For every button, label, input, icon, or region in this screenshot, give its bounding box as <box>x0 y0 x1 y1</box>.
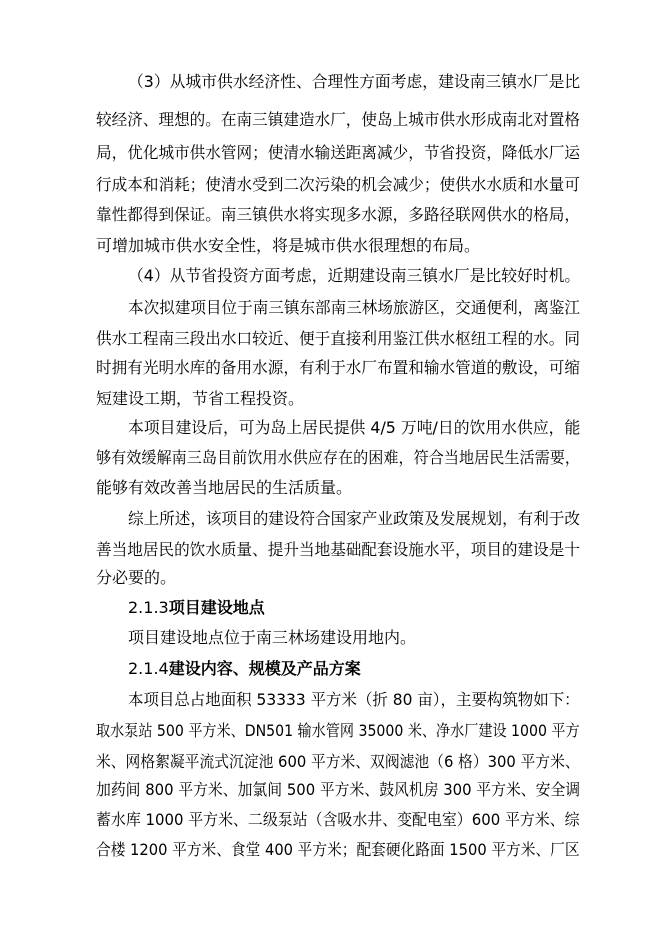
text-line: 短建设工期，节省工程投资。 <box>96 389 305 408</box>
section-heading-2-1-3 <box>128 598 265 618</box>
text-line: 局，优化城市供水管网；使清水输送距离减少，节省投资，降低水厂运 <box>96 143 581 162</box>
text-line: 蓄水库 1000 平方米、二级泵站（含吸水井、变配电室）600 平方米、综 <box>96 810 580 829</box>
text-line: 供水工程南三段出水口较近、便于直接利用鉴江供水枢纽工程的水。同 <box>96 329 581 348</box>
text-line: 米、网格絮凝平流式沉淀池 600 平方米、双阀滤池（6 格）300 平方米、 <box>96 752 580 771</box>
text-line: （3）从城市供水经济性、合理性方面考虑，建设南三镇水厂是比 <box>128 72 581 91</box>
text-line: 取水泵站 500 平方米、DN501 输水管网 35000 米、净水厂建设 1000 平方 <box>96 721 580 740</box>
text-line: 合楼 1200 平方米、食堂 400 平方米；配套硬化路面 1500 平方米、厂区 <box>96 840 580 859</box>
section-heading-2-1-4 <box>128 659 361 679</box>
section-number: 2.1.4 <box>128 659 169 678</box>
text-line: 加药间 800 平方米、加氯间 500 平方米、鼓风机房 300 平方米、安全调 <box>96 780 581 799</box>
text-line: 项目建设地点位于南三林场建设用地内。 <box>128 628 417 647</box>
section-title: 建设内容、规模及产品方案 <box>168 659 361 678</box>
text-line: 够有效缓解南三岛目前饮用水供应存在的困难，符合当地居民生活需要， <box>96 448 581 467</box>
text-line: （4）从节省投资方面考虑，近期建设南三镇水厂是比较好时机。 <box>128 266 581 285</box>
text-line: 本次拟建项目位于南三镇东部南三林场旅游区，交通便利，离鉴江 <box>128 298 581 317</box>
text-line: 本项目建设后，可为岛上居民提供 4/5 万吨/日的饮用水供应，能 <box>128 418 581 437</box>
text-line: 靠性都得到保证。南三镇供水将实现多水源，多路径联网供水的格局， <box>96 205 581 224</box>
section-title: 项目建设地点 <box>168 598 265 617</box>
section-number: 2.1.3 <box>128 598 169 617</box>
text-line: 综上所述，该项目的建设符合国家产业政策及发展规划，有利于改 <box>128 509 581 528</box>
text-line: 本项目总占地面积 53333 平方米（折 80 亩），主要构筑物如下： <box>128 690 580 709</box>
text-line: 能够有效改善当地居民的生活质量。 <box>96 478 353 497</box>
text-line: 较经济、理想的。在南三镇建造水厂，使岛上城市供水形成南北对置格 <box>96 110 581 129</box>
text-line: 可增加城市供水安全性，将是城市供水很理想的布局。 <box>96 236 481 255</box>
text-line: 时拥有光明水库的备用水源，有利于水厂布置和输水管道的敷设，可缩 <box>96 358 581 377</box>
text-line: 分必要的。 <box>96 568 177 587</box>
text-line: 善当地居民的饮水质量、提升当地基础配套设施水平，项目的建设是十 <box>96 540 581 559</box>
text-line: 行成本和消耗；使清水受到二次污染的机会减少；使供水水质和水量可 <box>96 175 581 194</box>
